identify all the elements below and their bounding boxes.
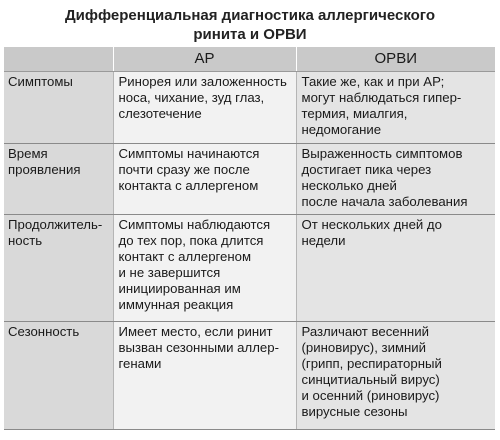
orvi-cell bbox=[296, 215, 495, 322]
table-title-line-1: Дифференциальная диагностика аллергического bbox=[64, 7, 436, 24]
cell-text-line: недели bbox=[301, 233, 346, 248]
row-label: Симптомы bbox=[8, 74, 73, 89]
cell-text-line: и осенний (риновирус) bbox=[301, 388, 440, 403]
cell-text-line: Выраженность симптомов bbox=[301, 146, 463, 161]
cell-text-line: контакта с аллергеном bbox=[118, 178, 259, 193]
table-title bbox=[0, 6, 500, 44]
cell-text-line: до тех пор, пока длится bbox=[118, 233, 264, 248]
row-label: Сезонность bbox=[8, 324, 80, 339]
row-label: Время bbox=[8, 146, 48, 161]
cell-text-line: вызван сезонными аллер- bbox=[118, 340, 279, 355]
row-label-cell bbox=[4, 72, 113, 144]
header-row bbox=[4, 47, 495, 72]
table-row-onset-time bbox=[4, 144, 495, 215]
cell-text-line: недомогание bbox=[301, 122, 382, 137]
cell-text-line: синцитиальный вирус) bbox=[301, 372, 440, 387]
row-label-cell bbox=[4, 215, 113, 322]
row-label: проявления bbox=[8, 162, 81, 177]
cell-text-line: генами bbox=[118, 356, 162, 371]
cell-text-line: Симптомы наблюдаются bbox=[118, 217, 271, 232]
cell-text-line: Симптомы начинаются bbox=[118, 146, 260, 161]
row-label: Продолжитель- bbox=[8, 217, 103, 232]
table-row-symptoms bbox=[4, 72, 495, 144]
cell-text-line: достигает пика через bbox=[301, 162, 432, 177]
header-ar: АР bbox=[113, 47, 296, 72]
ar-cell bbox=[113, 215, 296, 322]
header-orvi: ОРВИ bbox=[296, 47, 495, 72]
table-title-line-2: ринита и ОРВИ bbox=[193, 26, 307, 43]
cell-text-line: От нескольких дней до bbox=[301, 217, 442, 232]
cell-text-line: слезотечение bbox=[118, 106, 202, 121]
cell-text-line: инициированная им bbox=[118, 281, 241, 296]
ar-cell bbox=[113, 72, 296, 144]
cell-text-line: (грипп, респираторный bbox=[301, 356, 442, 371]
cell-text-line: термия, миалгия, bbox=[301, 106, 408, 121]
table-row-duration bbox=[4, 215, 495, 322]
cell-text-line: после начала заболевания bbox=[301, 194, 468, 209]
row-label: ность bbox=[8, 233, 43, 248]
cell-text-line: иммунная реакция bbox=[118, 297, 234, 312]
cell-text-line: носа, чихание, зуд глаз, bbox=[118, 90, 265, 105]
row-label-cell bbox=[4, 322, 113, 430]
cell-text-line: и не завершится bbox=[118, 265, 221, 280]
cell-text-line: (риновирус), зимний bbox=[301, 340, 427, 355]
orvi-cell bbox=[296, 144, 495, 215]
table-row-seasonality bbox=[4, 322, 495, 430]
cell-text-line: несколько дней bbox=[301, 178, 397, 193]
cell-text-line: вирусные сезоны bbox=[301, 404, 408, 419]
cell-text-line: Имеет место, если ринит bbox=[118, 324, 273, 339]
row-label-cell bbox=[4, 144, 113, 215]
cell-text-line: контакт с аллергеном bbox=[118, 249, 252, 264]
cell-text-line: Такие же, как и при АР; bbox=[301, 74, 445, 89]
ar-cell bbox=[113, 144, 296, 215]
cell-text-line: Ринорея или заложенность bbox=[118, 74, 287, 89]
ar-cell bbox=[113, 322, 296, 430]
orvi-cell bbox=[296, 322, 495, 430]
orvi-cell bbox=[296, 72, 495, 144]
cell-text-line: почти сразу же после bbox=[118, 162, 250, 177]
cell-text-line: могут наблюдаться гипер- bbox=[301, 90, 462, 105]
header-empty bbox=[4, 47, 113, 72]
cell-text-line: Различают весенний bbox=[301, 324, 429, 339]
differential-diagnosis-table bbox=[4, 47, 495, 430]
